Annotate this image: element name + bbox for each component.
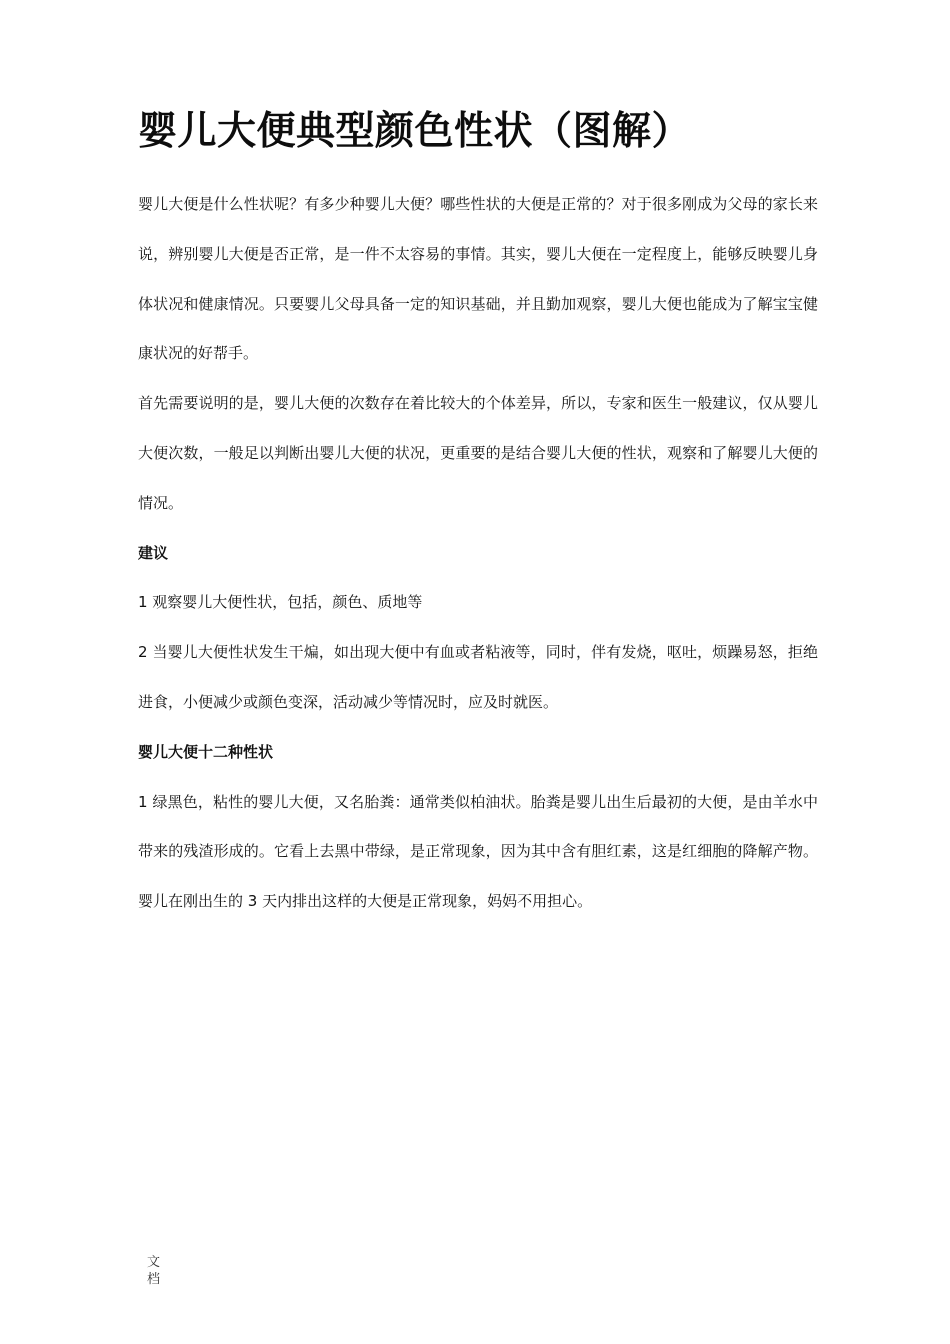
twelve-types-heading: 婴儿大便十二种性状 (138, 742, 274, 761)
advice-item-1: 1 观察婴儿大便性状，包括，颜色、质地等 (138, 593, 423, 612)
advice-heading: 建议 (138, 543, 169, 562)
frequency-paragraph: 首先需要说明的是，婴儿大便的次数存在着比较大的个体差异，所以，专家和医生一般建议，仅从婴儿大便次数，一般足以判断出婴儿大便的状况，更重要的是结合婴儿大便的性状，观察和了解婴儿大便的情况。 (138, 394, 818, 512)
type-item-1: 1 绿黑色，粘性的婴儿大便，又名胎粪：通常类似柏油状。胎粪是婴儿出生后最初的大便，是由羊水中带来的残渣形成的。它看上去黑中带绿，是正常现象，因为其中含有胆红素，这是红细胞的降解产物。婴儿在刚出生的 3 天内排出这样的大便是正常现象，妈妈不用担心。 (138, 792, 818, 911)
intro-paragraph: 婴儿大便是什么性状呢？有多少种婴儿大便？哪些性状的大便是正常的？对于很多刚成为父母的家长来说，辨别婴儿大便是否正常，是一件不太容易的事情。其实，婴儿大便在一定程度上，能够反映婴儿身体状况和健康情况。只要婴儿父母具备一定的知识基础，并且勤加观察，婴儿大便也能成为了解宝宝健康状况的好帮手。 (138, 195, 818, 363)
advice-item-2: 2 当婴儿大便性状发生干煸，如出现大便中有血或者粘液等，同时，伴有发烧，呕吐，烦躁易怒，拒绝进食，小便减少或颜色变深，活动减少等情况时，应及时就医。 (138, 643, 818, 711)
document-title: 婴儿大便典型颜色性状（图解） (138, 109, 692, 154)
footer-label: 文档 (147, 1255, 161, 1287)
document-body (138, 180, 818, 927)
